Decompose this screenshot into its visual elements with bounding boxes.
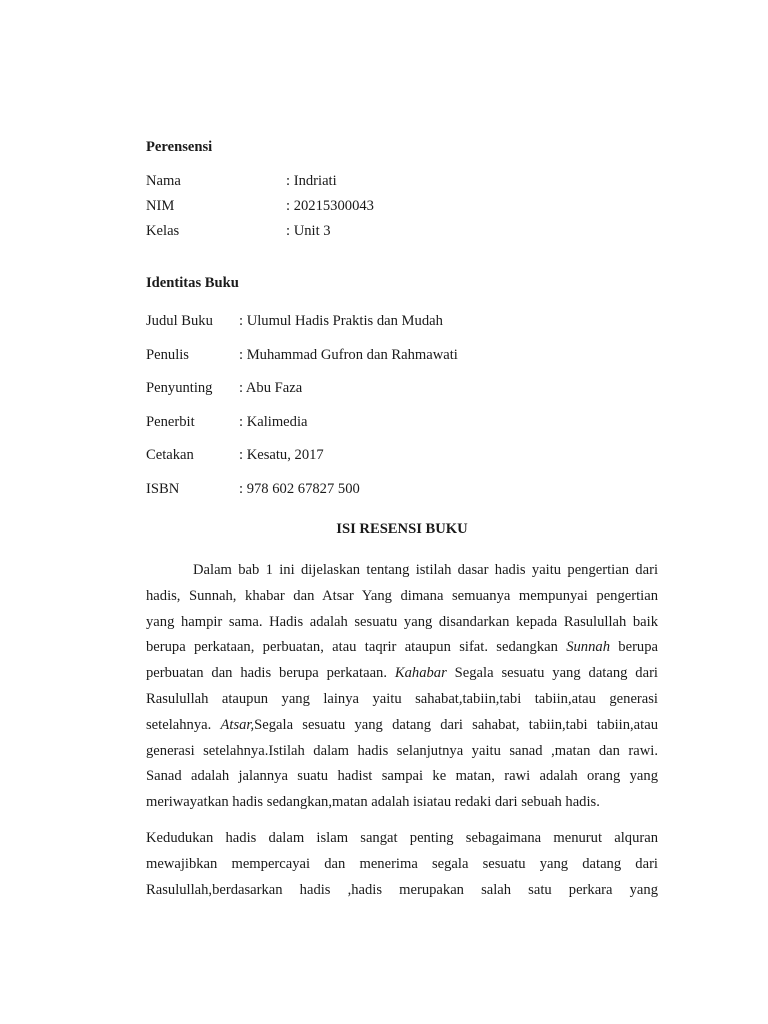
p1-text: berupa — [609, 639, 658, 656]
p1-text: perbuatan dan hadis berupa perkataan. — [146, 665, 395, 682]
p1-text: berupa perkataan, perbuatan, atau taqrir ataupun sifat. sedangkan — [146, 639, 567, 656]
p1-line: Sanad adalah jalannya suatu hadist sampai ke matan, rawi adalah orang yang — [146, 768, 658, 785]
nim-label: NIM — [146, 198, 175, 214]
nama-value: : Indriati — [286, 173, 337, 189]
p1-text: Segala sesuatu yang datang dari sahabat, tabiin,tabi tabiin,atau — [254, 716, 658, 733]
perensensi-heading: Perensensi — [146, 139, 213, 155]
cetakan-label: Cetakan — [146, 447, 194, 463]
p1-line — [146, 661, 658, 687]
p1-line: Dalam bab 1 ini dijelaskan tentang istilah dasar hadis yaitu pengertian dari — [193, 562, 658, 578]
penyunting-label: Penyunting — [146, 380, 213, 396]
kelas-label: Kelas — [146, 223, 180, 239]
term-sunnah: Sunnah — [566, 639, 610, 656]
isbn-value: : 978 602 67827 500 — [239, 481, 360, 497]
term-atsar: Atsar, — [220, 716, 255, 733]
judul-value: : Ulumul Hadis Praktis dan Mudah — [239, 313, 443, 329]
paragraph-2 — [146, 826, 658, 903]
nim-value: : 20215300043 — [286, 198, 374, 214]
term-kahabar: Kahabar — [394, 665, 447, 682]
p1-text: setelahnya. — [146, 716, 221, 733]
cetakan-value: : Kesatu, 2017 — [239, 447, 324, 463]
p1-text: Segala sesuatu yang datang dari — [446, 665, 658, 682]
nama-label: Nama — [146, 173, 181, 189]
penerbit-label: Penerbit — [146, 414, 195, 430]
p1-line: yang hampir sama. Hadis adalah sesuatu yang disandarkan kepada Rasulullah baik — [146, 613, 658, 630]
p1-line: generasi setelahnya.Istilah dalam hadis selanjutnya yaitu sanad ,matan dan rawi. — [146, 742, 658, 759]
paragraph-1 — [146, 558, 658, 816]
penulis-value: : Muhammad Gufron dan Rahmawati — [239, 347, 458, 363]
isi-resensi-title: ISI RESENSI BUKU — [336, 521, 468, 537]
p2-line: Kedudukan hadis dalam islam sangat penting sebagaimana menurut alquran — [146, 830, 658, 846]
p1-line — [146, 713, 658, 739]
p1-line: hadis, Sunnah, khabar dan Atsar Yang dimana semuanya mempunyai pengertian — [146, 587, 658, 604]
p1-line: meriwayatkan hadis sedangkan,matan adalah isiatau redaki dari sebuah hadis. — [146, 794, 600, 811]
penerbit-value: : Kalimedia — [239, 414, 308, 430]
judul-label: Judul Buku — [146, 313, 213, 329]
p1-line: Rasulullah ataupun yang lainya yaitu sahabat,tabiin,tabi tabiin,atau generasi — [146, 690, 658, 707]
kelas-value: : Unit 3 — [286, 223, 331, 239]
p2-line: mewajibkan mempercayai dan menerima segala sesuatu yang datang dari — [146, 855, 658, 872]
penulis-label: Penulis — [146, 347, 189, 363]
penyunting-value: : Abu Faza — [239, 380, 303, 396]
identitas-heading: Identitas Buku — [146, 275, 239, 291]
p1-line — [146, 635, 658, 661]
p2-line: Rasulullah,berdasarkan hadis ,hadis merupakan salah satu perkara yang — [146, 881, 658, 898]
isbn-label: ISBN — [146, 481, 180, 497]
